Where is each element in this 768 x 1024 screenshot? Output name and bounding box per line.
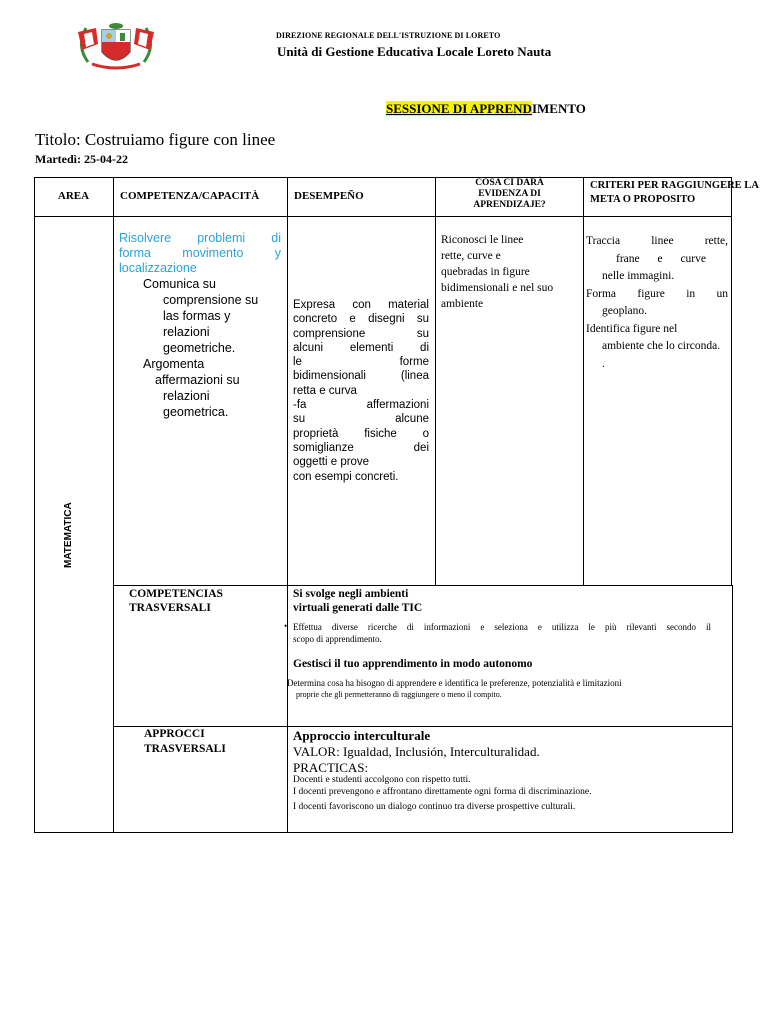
performance-cell: Expresa con material concreto e disegni su comprensione su alcuni elementi di le forme bidimensionali (linea retta e curva -fa affermazioni su alcune proprietà fisiche o somiglianze dei oggetti e prove con esempi concreti. xyxy=(293,299,429,483)
capacity-1: Comunica su comprensione su las formas y relazioni geometriche. xyxy=(143,277,259,355)
approach-item: Docenti e studenti accolgono con rispetto tutti. xyxy=(293,775,471,785)
ugel-name: Unità di Gestione Educativa Locale Loreto Nauta xyxy=(277,44,552,59)
evidence-cell: Riconosci le linee rette, curve e quebradas in figure bidimensionali e nel suo ambiente xyxy=(441,234,554,310)
criteria-trailing: . xyxy=(602,357,605,370)
approach-item: I docenti favoriscono un dialogo continuo tra diverse prospettive culturali. xyxy=(293,802,576,812)
header-competenza: COMPETENZA/CAPACITÀ xyxy=(120,190,260,202)
approach-practicas: PRACTICAS: xyxy=(293,760,369,775)
regional-direction-label: DIREZIONE REGIONALE DELL'ISTRUZIONE DI LORETO xyxy=(276,31,501,40)
approach-title: Approccio interculturale xyxy=(293,728,431,743)
peru-coat-of-arms-icon xyxy=(72,22,160,70)
header-desempeno: DESEMPEÑO xyxy=(294,190,364,202)
autonomy-competence-title: Gestisci il tuo apprendimento in modo autonomo xyxy=(293,658,533,670)
session-heading-tail: IMENTO xyxy=(531,101,586,116)
competence-title: Risolvere problemi di xyxy=(119,231,281,245)
criterion-1: Traccia linee rette, frane e curve nelle immagini. xyxy=(586,235,728,282)
criterion-2: Forma figure in un geoplano. xyxy=(586,287,728,317)
area-matematica: MATEMATICA xyxy=(63,502,74,568)
transversal-approaches-cell xyxy=(293,728,729,812)
lesson-title: Titolo: Costruiamo figure con linee xyxy=(35,130,276,149)
session-heading-highlighted: SESSIONE DI APPREND xyxy=(386,101,532,116)
transversal-competences-cell: Si svolge negli ambienti virtuali generati dalle TIC • Effettua diverse ricerche di informazioni e seleziona e utilizza le più rilevanti secondo il scopo di apprendimento. Gestisci il tuo apprendimento in modo autonomo Determina cosa ha bisogno di apprendere e identifica le preferenze, potenzialità e limitazioni proprie che gli permetteranno di raggiungere o meno il compito. xyxy=(293,587,729,700)
approach-item: I docenti prevengono e affrontano direttamente ogni forma di discriminazione. xyxy=(293,787,592,797)
session-heading xyxy=(386,101,586,117)
header-criteri: CRITERI PER RAGGIUNGERE LA META O PROPOSITO xyxy=(590,180,759,205)
lesson-date: Martedì: 25-04-22 xyxy=(35,152,128,166)
competence-title-line: localizzazione xyxy=(119,261,197,275)
capacity-2: Argomenta affermazioni su relazioni geometrica. xyxy=(143,357,240,419)
criteria-cell xyxy=(586,233,728,373)
competence-cell xyxy=(119,231,281,420)
transversal-competences-label: COMPETENCIAS TRASVERSALI xyxy=(129,588,223,614)
approach-valor: VALOR: Igualdad, Inclusión, Interculturalidad. xyxy=(293,744,540,759)
header-area: AREA xyxy=(57,190,90,202)
autonomy-competence-desc: Determina cosa ha bisogno di apprendere e identifica le preferenze, potenzialità e limitazioni proprie che gli permetteranno di raggiungere o meno il compito. xyxy=(287,678,622,699)
header-evidenza: COSA CI DARÀ EVIDENZA DI APRENDIZAJE? xyxy=(473,178,546,210)
tic-competence-desc: • Effettua diverse ricerche di informazioni e seleziona e utilizza le più rilevanti secondo il scopo di apprendimento. xyxy=(284,621,711,644)
transversal-approaches-label: APPROCCI TRASVERSALI xyxy=(144,728,226,755)
criterion-3: Identifica figure nel ambiente che lo circonda. xyxy=(586,322,721,352)
competence-title-line: forma movimento y xyxy=(119,246,281,260)
tic-competence-title: Si svolge negli ambienti xyxy=(293,588,409,600)
